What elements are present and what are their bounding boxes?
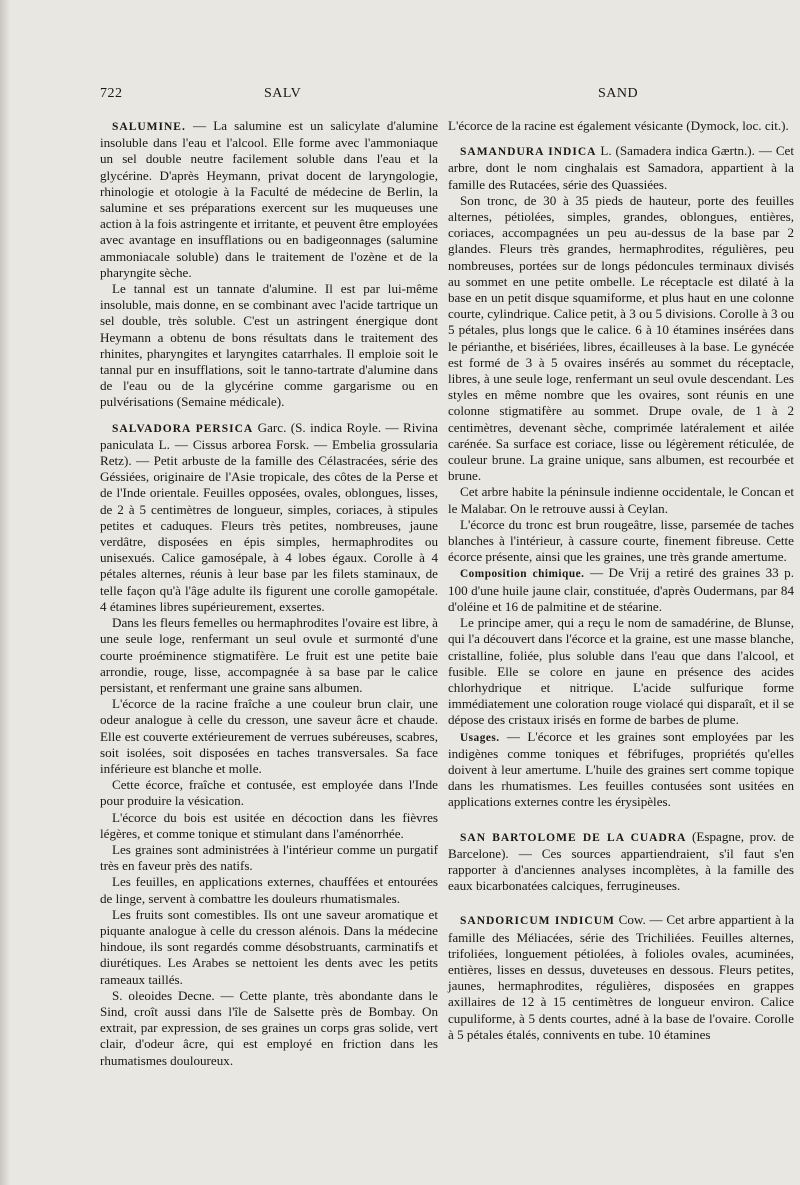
entry-headword: SANDORICUM INDICUM [460, 915, 615, 928]
entry-headword: SALVADORA PERSICA [112, 422, 254, 435]
paragraph-text: Les fruits sont comestibles. Ils ont une saveur aromatique et piquante analogue à celle du cresson alénois. Dans la médecine hindoue, ils sont regardés comme désobstruants, carminatifs et diurétiques. Les Arabes se nettoient les dents avec les petits rameaux taillés. [100, 906, 438, 987]
left-running-title: SALV [264, 86, 302, 101]
paragraph [448, 565, 794, 615]
paragraph [448, 118, 794, 134]
paragraph [448, 829, 794, 895]
paragraph-text: Cet arbre habite la péninsule indienne occidentale, le Concan et le Malabar. On le retrouve aussi à Ceylan. [448, 484, 794, 516]
paragraph-text: Cette écorce, fraîche et contusée, est employée dans l'Inde pour produire la vésication. [100, 777, 438, 809]
paragraph-text: L'écorce du bois est usitée en décoction dans les fièvres légères, et comme tonique et stimulant dans l'aménorrhée. [100, 809, 438, 841]
paragraph-text: L'écorce de la racine est également vésicante (Dymock, loc. cit.). [448, 118, 789, 133]
paragraph [100, 281, 438, 411]
paragraph [100, 615, 438, 696]
paragraph-text: L'écorce de la racine fraîche a une couleur brun clair, une odeur analogue à celle du cresson, une saveur âcre et chaude. Elle est couverte extérieurement de verrues subéreuses, scabres, soit isolées, soit disposées en taches transversales. Sa face inférieure est blanche et molle. [100, 696, 438, 776]
paragraph-text: Le tannal est un tannate d'alumine. Il est par lui-même insoluble, mais donne, en se combinant avec l'acide tartrique un sel double, très soluble. C'est un astringent énergique dont Heymann a obtenu de bons résultats dans le traitement des rhinites, pharyngites et laryngites catarrhales. Il emploie soit le tannal pur en insufflations, soit le tanno-tartrate d'alumine dans de l'eau ou de la glycérine comme gargarisme ou en pulvérisations (Semaine médicale). [100, 281, 438, 410]
paragraph [100, 696, 438, 777]
paragraph-text: L'écorce du tronc est brun rougeâtre, lisse, parsemée de taches blanches à l'intérieur, à cassure courte, finement fibreuse. Cette écorce présente, ainsi que les graines, une très grande amertume. [448, 516, 794, 565]
paragraph-text: Le principe amer, qui a reçu le nom de samadérine, de Blunse, qui l'a découvert dans l'écorce et la graine, est une masse blanche, cristalline, foliée, plus soluble dans l'eau que dans l'alcool, et fusible. Elle se colore en jaune en présence des acides chlorhydrique et nitrique. L'acide sulfurique forme immédiatement une coloration rouge violacé qui disparaît, et il se dépose des cristaux irisés en forme de barbes de plume. [448, 615, 794, 728]
paragraph [100, 777, 438, 809]
paragraph-text: — L'écorce et les graines sont employées par les indigènes comme toniques et fébrifuges, propriétés qu'elles doivent à leur amertume. L'huile des graines sert comme topique dans les rhumatismes. Les feuilles contusées sont usitées en applications externes contre les érysipèles. [448, 728, 794, 810]
entry-headword: SAMANDURA INDICA [460, 146, 597, 159]
paragraph [448, 143, 794, 193]
right-running-title: SAND [598, 86, 639, 101]
paragraph [448, 912, 794, 1043]
paragraph-text: Les graines sont administrées à l'intérieur comme un purgatif très en faveur près des natifs. [100, 841, 438, 874]
paragraph-text: Garc. (S. indica Royle. — Rivina paniculata L. — Cissus arborea Forsk. — Embelia grossularia Retz). — Petit arbuste de la famille des Célastracées, série des Géssiées, originaire de l'Asie tropicale, des côtes de la Perse et de l'Inde orientale. Feuilles opposées, ovales, oblongues, lisses, de 2 à 5 centimètres de longueur, simples, coriaces, à stipules petites et caduques. Fleurs très petites, nombreuses, jaune verdâtre, disposées en épis simples, hermaphrodites ou unisexués. Calice gamosépale, à 4 lobes égaux. Corolle à 4 pétales alternes, réunis à leur base par les filets staminaux, de telle façon qu'à l'âge adulte ils figurent une corolle gamopétale. 4 étamines libres supérieurement, exsertes. [100, 419, 438, 614]
left-column [100, 118, 438, 1069]
paragraph [100, 988, 438, 1069]
paragraph [100, 420, 438, 615]
paragraph [100, 118, 438, 281]
paragraph [100, 842, 438, 874]
section-subheading: Composition chimique. [460, 568, 585, 581]
paragraph [100, 810, 438, 842]
page-gutter-shadow [0, 0, 10, 1185]
paragraph-text: Son tronc, de 30 à 35 pieds de hauteur, porte des feuilles alternes, pétiolées, simples, grandes, oblongues, entières, coriaces, accompagnées un peu au-dessus de la base par 2 glandes. Fleurs très grandes, hermaphrodites, régulières, peu nombreuses, portées sur de longs pédoncules terminaux divisés au sommet en une petite ombelle. Le réceptacle est dilaté à la base en un petit disque squamiforme, et plus haut en une colonne courte, cylindrique. Calice petit, à 3 ou 5 divisions. Corolle à 3 ou 5 pétales, plus longs que le calice. 6 à 10 étamines insérées dans le périanthe, et bisériées, libres, écailleuses à la base. Le gynécée est formé de 3 à 5 ovaires insérés au sommet du réceptacle, libres, à une seule loge, renfermant un seul ovule descendant. Les styles en même nombre que les ovaires, sont réunis en une colonne stigmatifère au sommet. Drupe ovale, de 1 à 2 centimètres, devenant sèche, comprimée latéralement et ailée carénée. Sa surface est coriace, lisse ou légèrement réticulée, de couleur brune. La graine unique, sans albumen, est recourbée et brune. [448, 192, 794, 484]
paragraph-text: Cow. — Cet arbre appartient à la famille des Méliacées, série des Trichiliées. Feuilles alternes, trifoliées, longuement pétiolées, à folioles ovales, acuminées, entières, lisses en dessus, duveteuses en dessous. Fleurs petites, jaunes, hermaphrodites, régulières, disposées en grappes axillaires de 12 à 15 centimètres de longueur environ. Calice cupuliforme, à 5 dents courtes, adné à la base de l'ovaire. Corolle à 5 pétales étalés, connivents en tube. 10 étamines [448, 912, 795, 1042]
paragraph [448, 615, 794, 728]
paragraph-text: — La salumine est un salicylate d'alumine insoluble dans l'eau et l'alcool. Elle forme avec l'ammoniaque un sel double neutre facilement soluble dans l'eau et la glycérine. D'après Heymann, privat docent de laryngologie, rhinologie et otologie à la Faculté de médecine de Berlin, la salumine et ses préparations exercent sur les muqueuses une action à la fois astringente et irritante, et peuvent être employées avec avantage en insufflations ou en badigeonnages (salumine ammoniacale soluble) dans le traitement de l'ozène et de la pharyngite sèche. [100, 118, 439, 280]
paragraph-text: (Espagne, prov. de Barcelone). — Ces sources appartiendraient, s'il faut s'en rapporter à d'anciennes analyses incomplètes, à la famille des eaux bicarbonatées calciques, ferrugineuses. [448, 828, 794, 894]
paragraph [448, 517, 794, 566]
paragraph [448, 484, 794, 516]
paragraph [448, 729, 794, 811]
right-column [448, 118, 794, 1043]
paragraph-text: S. oleoides Decne. — Cette plante, très abondante dans le Sind, croît aussi dans l'île de Salsette près de Bombay. On extrait, par expression, de ses graines un corps gras solide, vert clair, d'odeur âcre, qui est employé en friction dans les rhumatismes douloureux. [100, 987, 438, 1068]
paragraph [100, 874, 438, 906]
section-subheading: Usages. [460, 731, 500, 744]
entry-headword: SAN BARTOLOME DE LA CUADRA [460, 831, 687, 844]
paragraph-text: Dans les fleurs femelles ou hermaphrodites l'ovaire est libre, à une seule loge, renfermant un seul ovule et surmonté d'une courte proéminence stigmatifère. Le fruit est une petite baie arrondie, rouge, lisse, accompagnée à sa base par le calice persistant, et renfermant une graine sans albumen. [100, 615, 438, 695]
paragraph-text: — De Vrij a retiré des graines 33 p. 100 d'une huile jaune clair, constituée, d'après Oudermans, par 84 d'oléine et 16 de palmitine et de stéarine. [448, 565, 794, 614]
paragraph-text: Les feuilles, en applications externes, chauffées et entourées de linge, servent à combattre les douleurs rhumatismales. [100, 874, 438, 906]
paragraph [448, 193, 794, 485]
paragraph-text: L. (Samadera indica Gærtn.). — Cet arbre, dont le nom cinghalais est Samadora, appartient à la famille des Rutacées, série des Quassiées. [448, 143, 795, 192]
running-header [100, 86, 734, 106]
entry-headword: SALUMINE. [112, 121, 186, 133]
paragraph [100, 907, 438, 988]
page-number: 722 [100, 86, 123, 101]
